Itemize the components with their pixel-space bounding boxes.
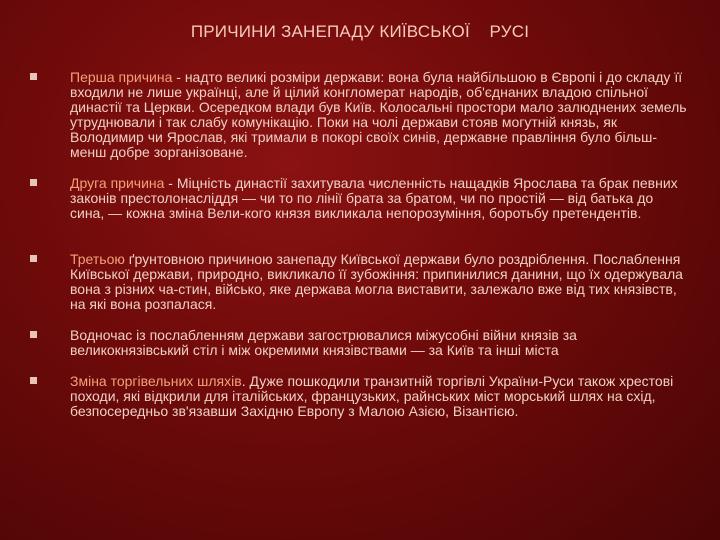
bullet-list — [30, 70, 690, 434]
square-bullet-icon — [30, 377, 37, 384]
square-bullet-icon — [30, 255, 37, 262]
item-lead: Зміна торгівельних шляхів — [70, 373, 242, 389]
square-bullet-icon — [30, 73, 37, 80]
list-item — [30, 176, 690, 236]
item-text: - Міцність династії захитувала численність нащадків Ярослава та брак певних законів престолонаслiддя — чи то по лінії брата за братом, чи по простій — від батька до сина, — кожна зміна Вели-кого князя викликала непорозуміння, боротьбу претендентів. — [70, 175, 678, 221]
item-text: Водночас із послабленням держави загострювалися міжусобні війни князів за великокнязівський стіл і між окремими князівствами — за Київ та інші міста — [70, 327, 577, 358]
square-bullet-icon — [30, 331, 37, 338]
item-text: - надто великі розміри держави: вона була найбільшою в Європі і до складу її входили не лише українці, але й цілий конгломерат народів, об'єднаних владою спільної династії та Церкви. Осередком влади був Київ. Колосальні простори мало залюднених земель утруднювали і так слабу комунікацію. Поки на чолі держави стояв могутній князь, як Володимир чи Ярослав, які тримали в покорі своїх синів, державне правління було більш-менш добре зорганізоване. — [70, 69, 687, 160]
item-text: . Дуже пошкодили транзитній торгівлі України-Руси також хрестові походи, які відкрили для італійських, французьких, райнських міст морський шлях на схід, безпосередньо зв'язавши Західню Европу з Малою Азією, Візантією. — [70, 373, 674, 419]
list-item — [30, 252, 690, 312]
item-lead: Третьою — [70, 251, 125, 267]
item-lead: Друга причина — [70, 175, 165, 191]
item-lead: Перша причина — [70, 69, 173, 85]
list-item — [30, 70, 690, 160]
list-item — [30, 328, 690, 358]
square-bullet-icon — [30, 179, 37, 186]
list-item — [30, 374, 690, 434]
item-text: ґрунтовною причиною занепаду Київської держави було роздріблення. Послаблення Київської держави, природно, викликало її зубожіння: припинилися данини, що їх одержувала вона з різних ча-стин, військо, яке держава могла виставити, залежало вже від тих князівств, на які вона розпалася. — [70, 251, 683, 312]
slide-title: ПРИЧИНИ ЗАНЕПАДУ КИЇВСЬКОЇ РУСІ — [190, 22, 530, 41]
